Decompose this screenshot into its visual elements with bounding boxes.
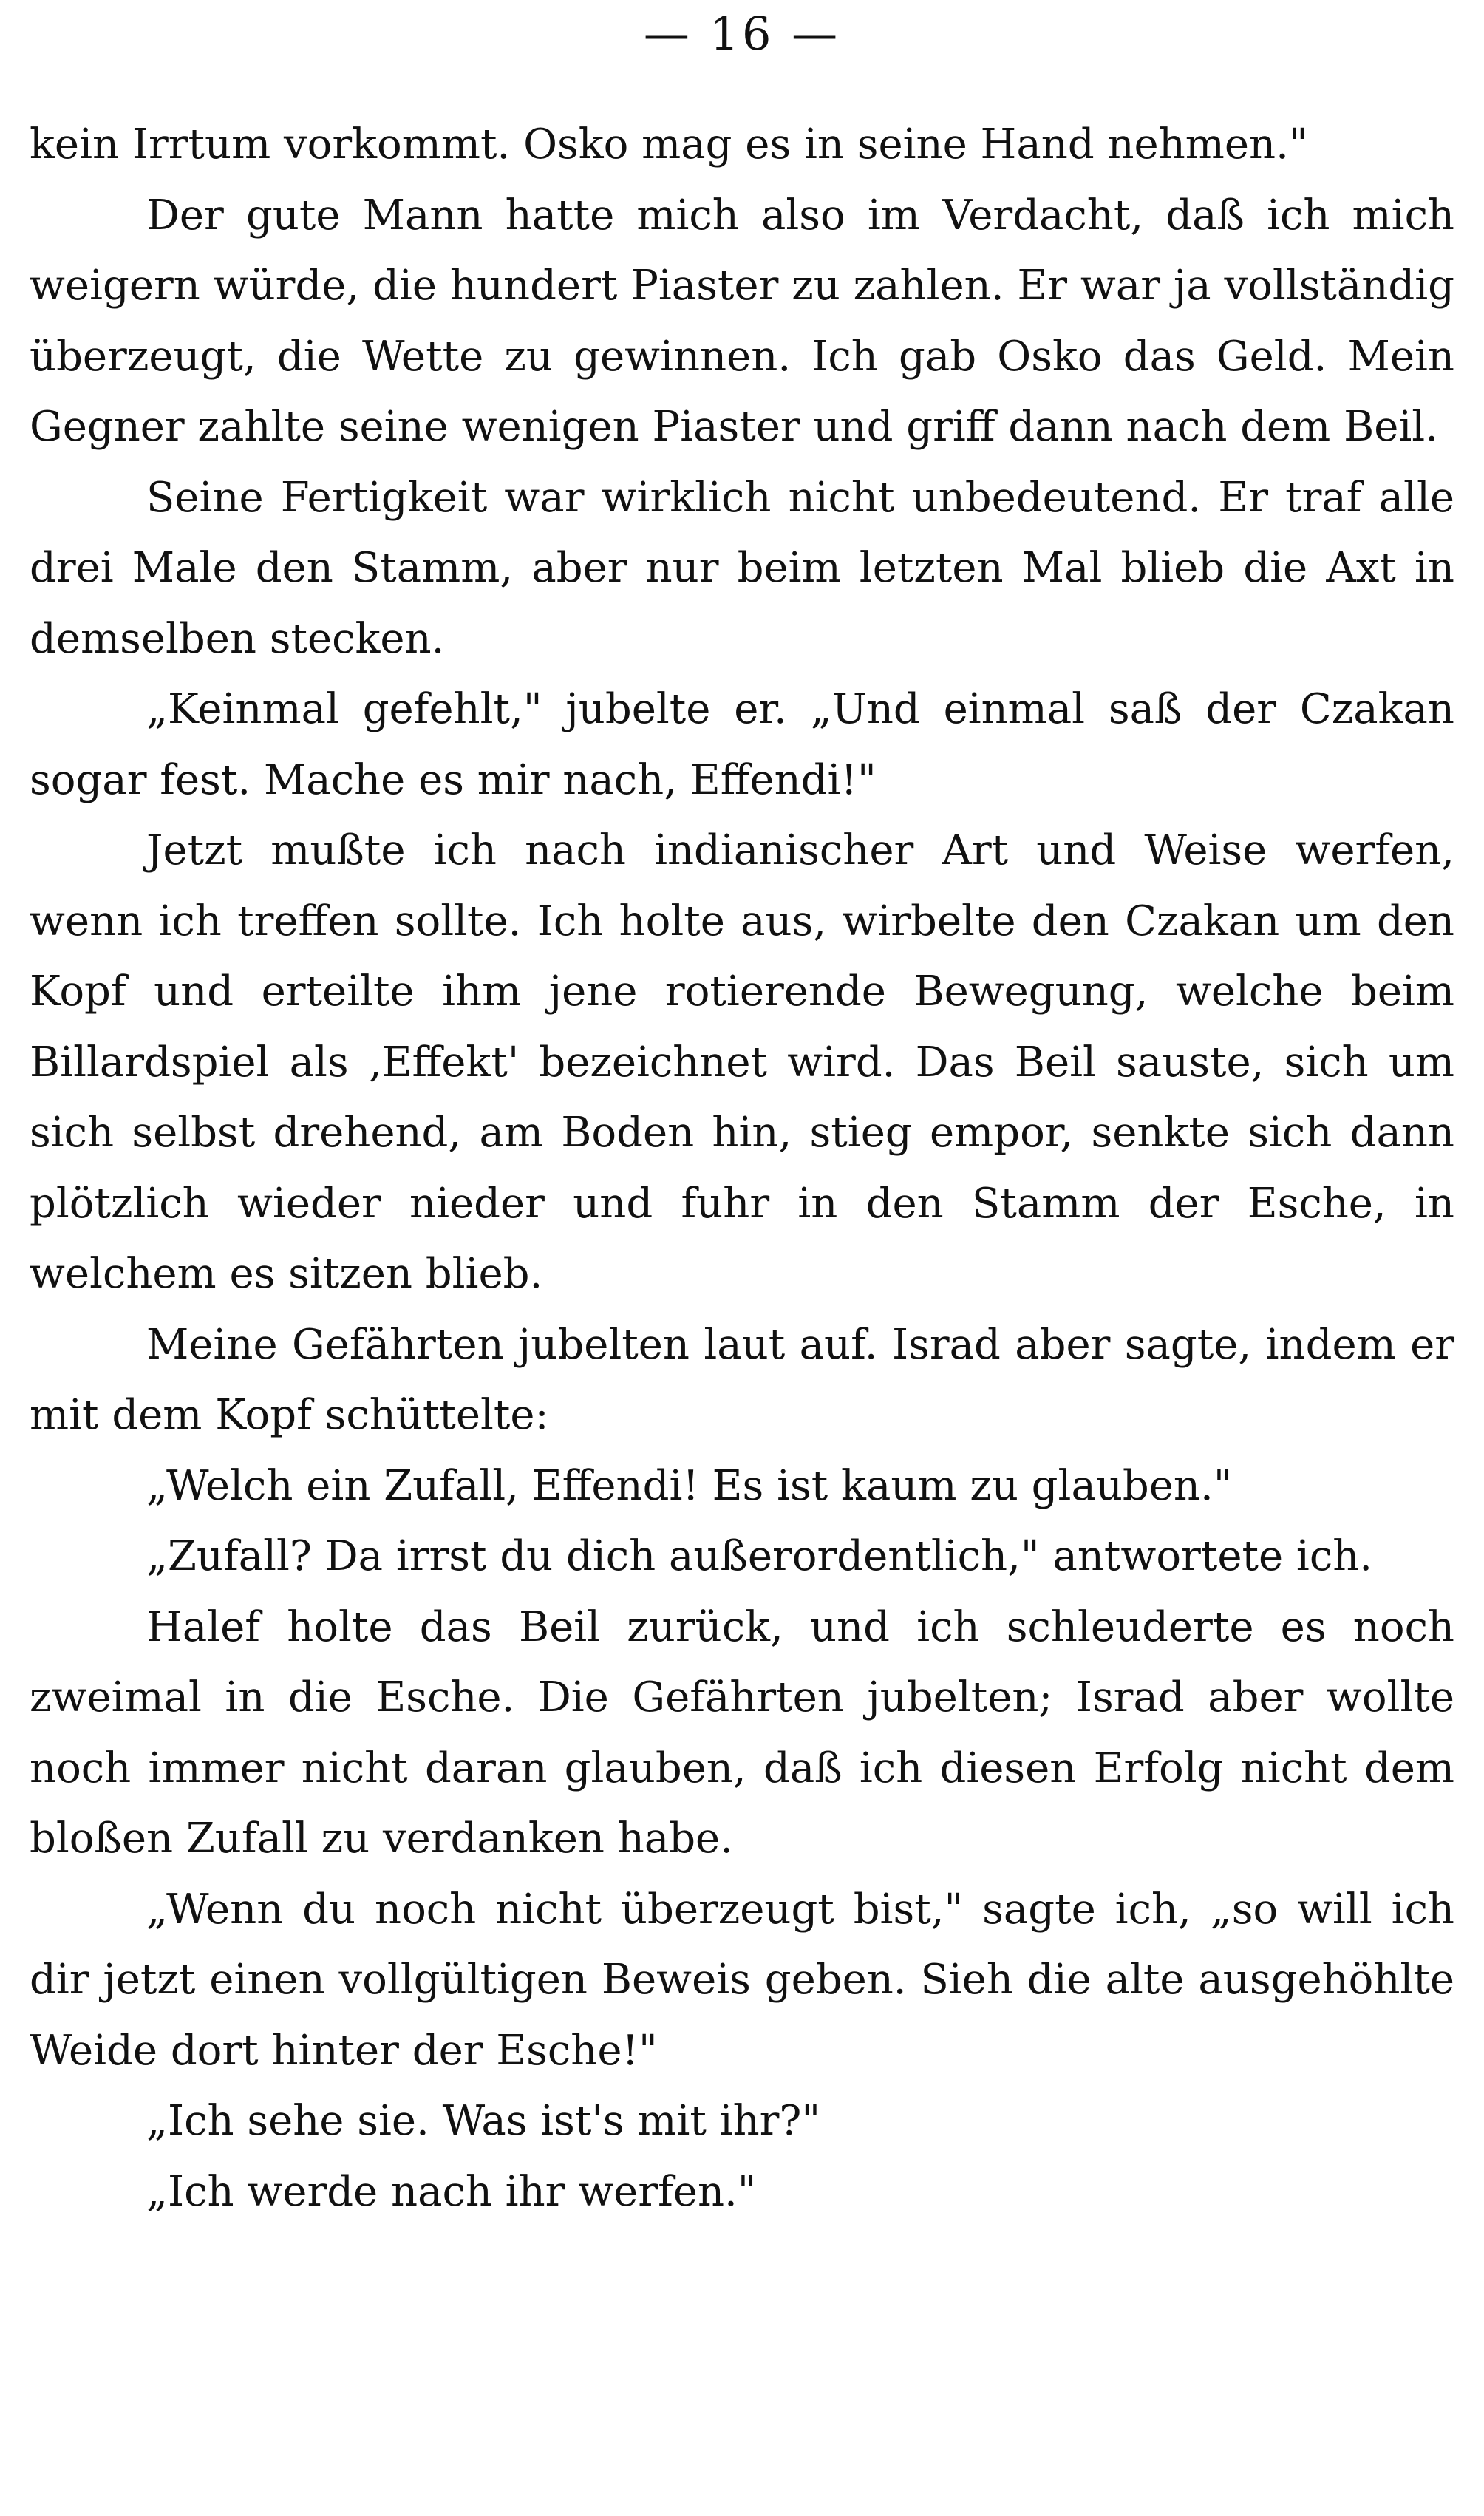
paragraph: Jetzt mußte ich nach indianischer Art und Weise werfen, wenn ich treffen sollte. Ich holte aus, wirbelte den Czakan um den Kopf und erteilte ihm jene rotierende Bewegung, welche beim Billardspiel als ‚Effekt' bezeichnet wird. Das Beil sauste, sich um sich selbst drehend, am Boden hin, stieg empor, senkte sich dann plötzlich wieder nieder und fuhr in den Stamm der Esche, in welchem es sitzen blieb. [30, 826, 1454, 1298]
paragraph: „Keinmal gefehlt," jubelte er. „Und einmal saß der Czakan sogar fest. Mache es mir nach, Effendi!" [30, 685, 1454, 804]
page-number: — 16 — [643, 6, 841, 61]
page-header [30, 0, 1454, 67]
paragraph: Der gute Mann hatte mich also im Verdacht, daß ich mich weigern würde, die hundert Piaster zu zahlen. Er war ja vollständig überzeugt, die Wette zu gewinnen. Ich gab Osko das Geld. Mein Gegner zahlte seine wenigen Piaster und griff dann nach dem Beil. [30, 191, 1454, 451]
paragraph: „Ich sehe sie. Was ist's mit ihr?" [146, 2097, 821, 2145]
paragraph: Halef holte das Beil zurück, und ich schleuderte es noch zweimal in die Esche. Die Gefährten jubelten; Israd aber wollte noch immer nicht daran glauben, daß ich diesen Erfolg nicht dem bloßen Zufall zu verdanken habe. [30, 1602, 1454, 1863]
paragraph: „Wenn du noch nicht überzeugt bist," sagte ich, „so will ich dir jetzt einen vollgültigen Beweis geben. Sieh die alte ausgehöhlte Weide dort hinter der Esche!" [30, 1885, 1454, 2075]
paragraph: kein Irrtum vorkommt. Osko mag es in seine Hand nehmen." [30, 120, 1308, 169]
book-page [30, 0, 1454, 2516]
paragraph: „Ich werde nach ihr werfen." [146, 2167, 757, 2216]
paragraph: „Welch ein Zufall, Effendi! Es ist kaum zu glauben." [146, 1461, 1233, 1510]
paragraph: Seine Fertigkeit war wirklich nicht unbedeutend. Er traf alle drei Male den Stamm, aber nur beim letzten Mal blieb die Axt in demselben stecken. [30, 473, 1454, 663]
paragraph: „Zufall? Da irrst du dich außerordentlich," antwortete ich. [146, 1532, 1373, 1580]
page-body-text [30, 109, 1454, 2227]
paragraph: Meine Gefährten jubelten laut auf. Israd aber sagte, indem er mit dem Kopf schüttelte: [30, 1320, 1454, 1439]
